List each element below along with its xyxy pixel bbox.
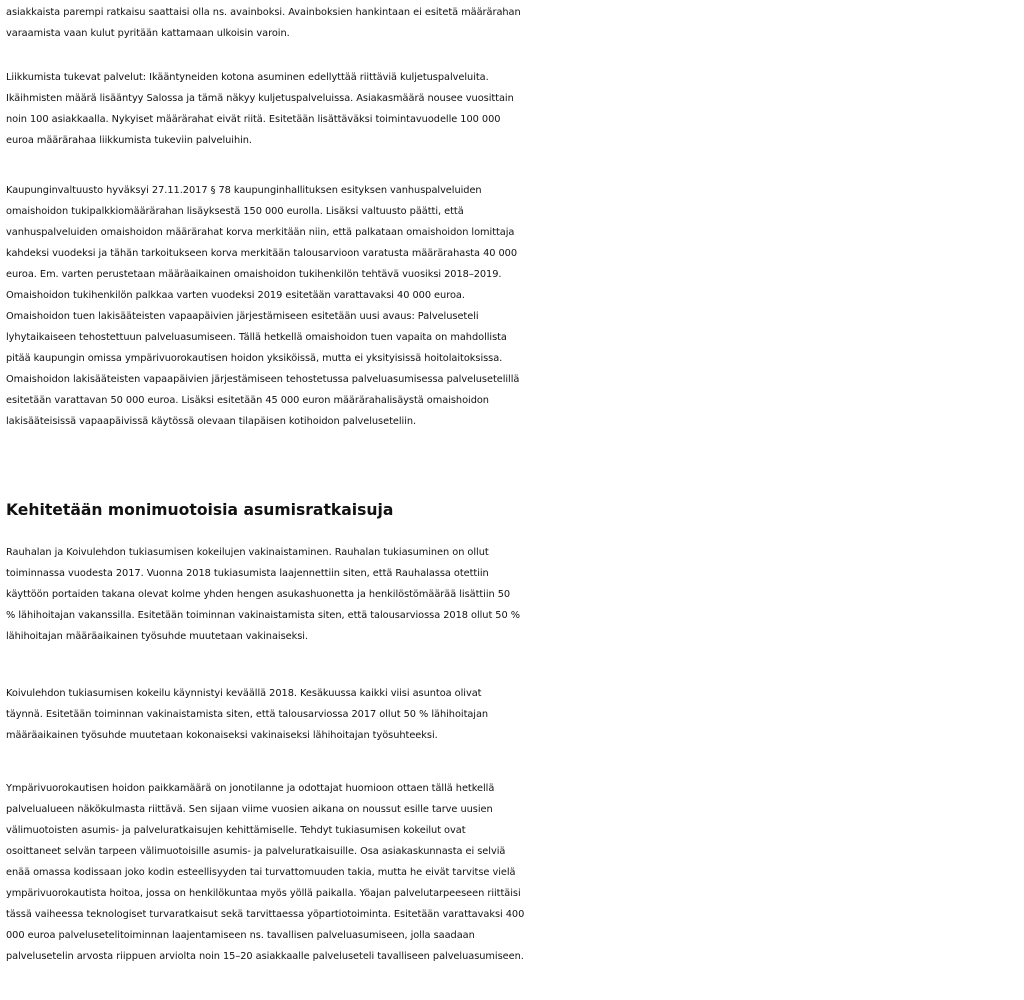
paragraph-koivulehto-trial (6, 683, 1024, 746)
text-line: Omaishoidon tukihenkilön palkkaa varten vuodeksi 2019 esitetään varattavaksi 40 000 euroa. (6, 290, 465, 301)
text-line: enää omassa kodissaan joko kodin esteellisyyden tai turvattomuuden takia, mutta he eivät tarvitse vielä (6, 867, 516, 878)
text-line: euroa määrärahaa liikkumista tukeviin palveluihin. (6, 135, 252, 146)
paragraph-key-box (6, 2, 1024, 44)
paragraph-council-decision (6, 180, 1024, 432)
text-line: osoittaneet selvän tarpeen välimuotoisille asumis- ja palveluratkaisuille. Osa asiakaskunnasta ei selviä (6, 846, 506, 857)
text-line: täynnä. Esitetään toiminnan vakinaistamista siten, että talousarviossa 2017 ollut 50 % lähihoitajan (6, 709, 489, 720)
text-line: % lähihoitajan vakanssilla. Esitetään toiminnan vakinaistamista siten, että talousarviossa 2018 ollut 50 % (6, 610, 520, 621)
section-heading: Kehitetään monimuotoisia asumisratkaisuja (6, 501, 394, 519)
text-line: varaamista vaan kulut pyritään kattamaan ulkoisin varoin. (6, 28, 290, 39)
text-line: määräaikainen työsuhde muutetaan kokonaiseksi vakinaiseksi lähihoitajan työsuhteeksi. (6, 730, 438, 741)
text-line: toiminnassa vuodesta 2017. Vuonna 2018 tukiasumista laajennettiin siten, että Rauhalassa otettiin (6, 568, 489, 579)
text-line: lyhytaikaiseen tehostettuun palveluasumiseen. Tällä hetkellä omaishoidon tuen vapaita on mahdollista (6, 332, 507, 343)
paragraph-round-the-clock-care (6, 778, 1024, 967)
paragraph-rauhala-koivulehto (6, 542, 1024, 647)
text-line: esitetään varattavan 50 000 euroa. Lisäksi esitetään 45 000 euron määrärahalisäystä omaishoidon (6, 395, 489, 406)
text-line: lähihoitajan määräaikainen työsuhde muutetaan vakinaiseksi. (6, 631, 309, 642)
text-line: kahdeksi vuodeksi ja tähän tarkoitukseen korva merkitään talousarvioon varatusta määrärahasta 40 000 (6, 248, 518, 259)
text-line: lakisääteisissä vapaapäivissä käytössä olevaan tilapäisen kotihoidon palveluseteliin. (6, 416, 417, 427)
text-line: pitää kaupungin omissa ympärivuorokautisen hoidon yksiköissä, mutta ei yksityisissä hoitolaitoksissa. (6, 353, 503, 364)
text-line: Omaishoidon lakisääteisten vapaapäivien järjestämiseen tehostetussa palveluasumisessa palvelusetelillä (6, 374, 520, 385)
text-line: vanhuspalveluiden omaishoidon määrärahat korva merkitään niin, että palkataan omaishoidon lomittaja (6, 227, 515, 238)
text-line: Kaupunginvaltuusto hyväksyi 27.11.2017 § 78 kaupunginhallituksen esityksen vanhuspalveluiden (6, 185, 482, 196)
text-line: Rauhalan ja Koivulehdon tukiasumisen kokeilujen vakinaistaminen. Rauhalan tukiasuminen on ollut (6, 547, 489, 558)
text-line: noin 100 asiakkaalla. Nykyiset määrärahat eivät riitä. Esitetään lisättäväksi toimintavuodelle 100 000 (6, 114, 501, 125)
text-line: euroa. Em. varten perustetaan määräaikainen omaishoidon tukihenkilön tehtävä vuosiksi 2018–2019. (6, 269, 502, 280)
text-line: Ympärivuorokautisen hoidon paikkamäärä on jonotilanne ja odottajat huomioon ottaen tällä hetkellä (6, 783, 495, 794)
text-line: palvelusetelin arvosta riippuen arviolta noin 15–20 asiakkaalle palveluseteli tavalliseen palveluasumiseen. (6, 951, 524, 962)
text-line: välimuotoisten asumis- ja palveluratkaisujen kehittämiselle. Tehdyt tukiasumisen kokeilut ovat (6, 825, 466, 836)
text-line: 000 euroa palvelusetelitoiminnan laajentamiseen ns. tavallisen palveluasumiseen, jolla saadaan (6, 930, 475, 941)
text-line: ympärivuorokautista hoitoa, jossa on henkilökuntaa myös yöllä paikalla. Yöajan palvelutarpeeseen riittäisi (6, 888, 521, 899)
text-line: Omaishoidon tuen lakisääteisten vapaapäivien järjestämiseen esitetään uusi avaus: Palveluseteli (6, 311, 479, 322)
text-line: omaishoidon tukipalkkiomäärärahan lisäyksestä 150 000 eurolla. Lisäksi valtuusto päätti, että (6, 206, 464, 217)
text-line: tässä vaiheessa teknologiset turvaratkaisut sekä tarvittaessa yöpartiotoiminta. Esitetään varattavaksi 400 (6, 909, 525, 920)
text-line: Ikäihmisten määrä lisääntyy Salossa ja tämä näkyy kuljetuspalveluissa. Asiakasmäärä nousee vuosittain (6, 93, 514, 104)
text-line: palvelualueen näkökulmasta riittävä. Sen sijaan viime vuosien aikana on noussut esille tarve uusien (6, 804, 493, 815)
paragraph-mobility-services (6, 67, 1024, 151)
text-line: asiakkaista parempi ratkaisu saattaisi olla ns. avainboksi. Avainboksien hankintaan ei esitetä määrärahan (6, 7, 521, 18)
text-line: Koivulehdon tukiasumisen kokeilu käynnistyi keväällä 2018. Kesäkuussa kaikki viisi asuntoa olivat (6, 688, 482, 699)
text-line: Liikkumista tukevat palvelut: Ikääntyneiden kotona asuminen edellyttää riittäviä kuljetuspalveluita. (6, 72, 489, 83)
text-line: käyttöön portaiden takana olevat kolme yhden hengen asukashuonetta ja henkilöstömäärää lisättiin 50 (6, 589, 511, 600)
